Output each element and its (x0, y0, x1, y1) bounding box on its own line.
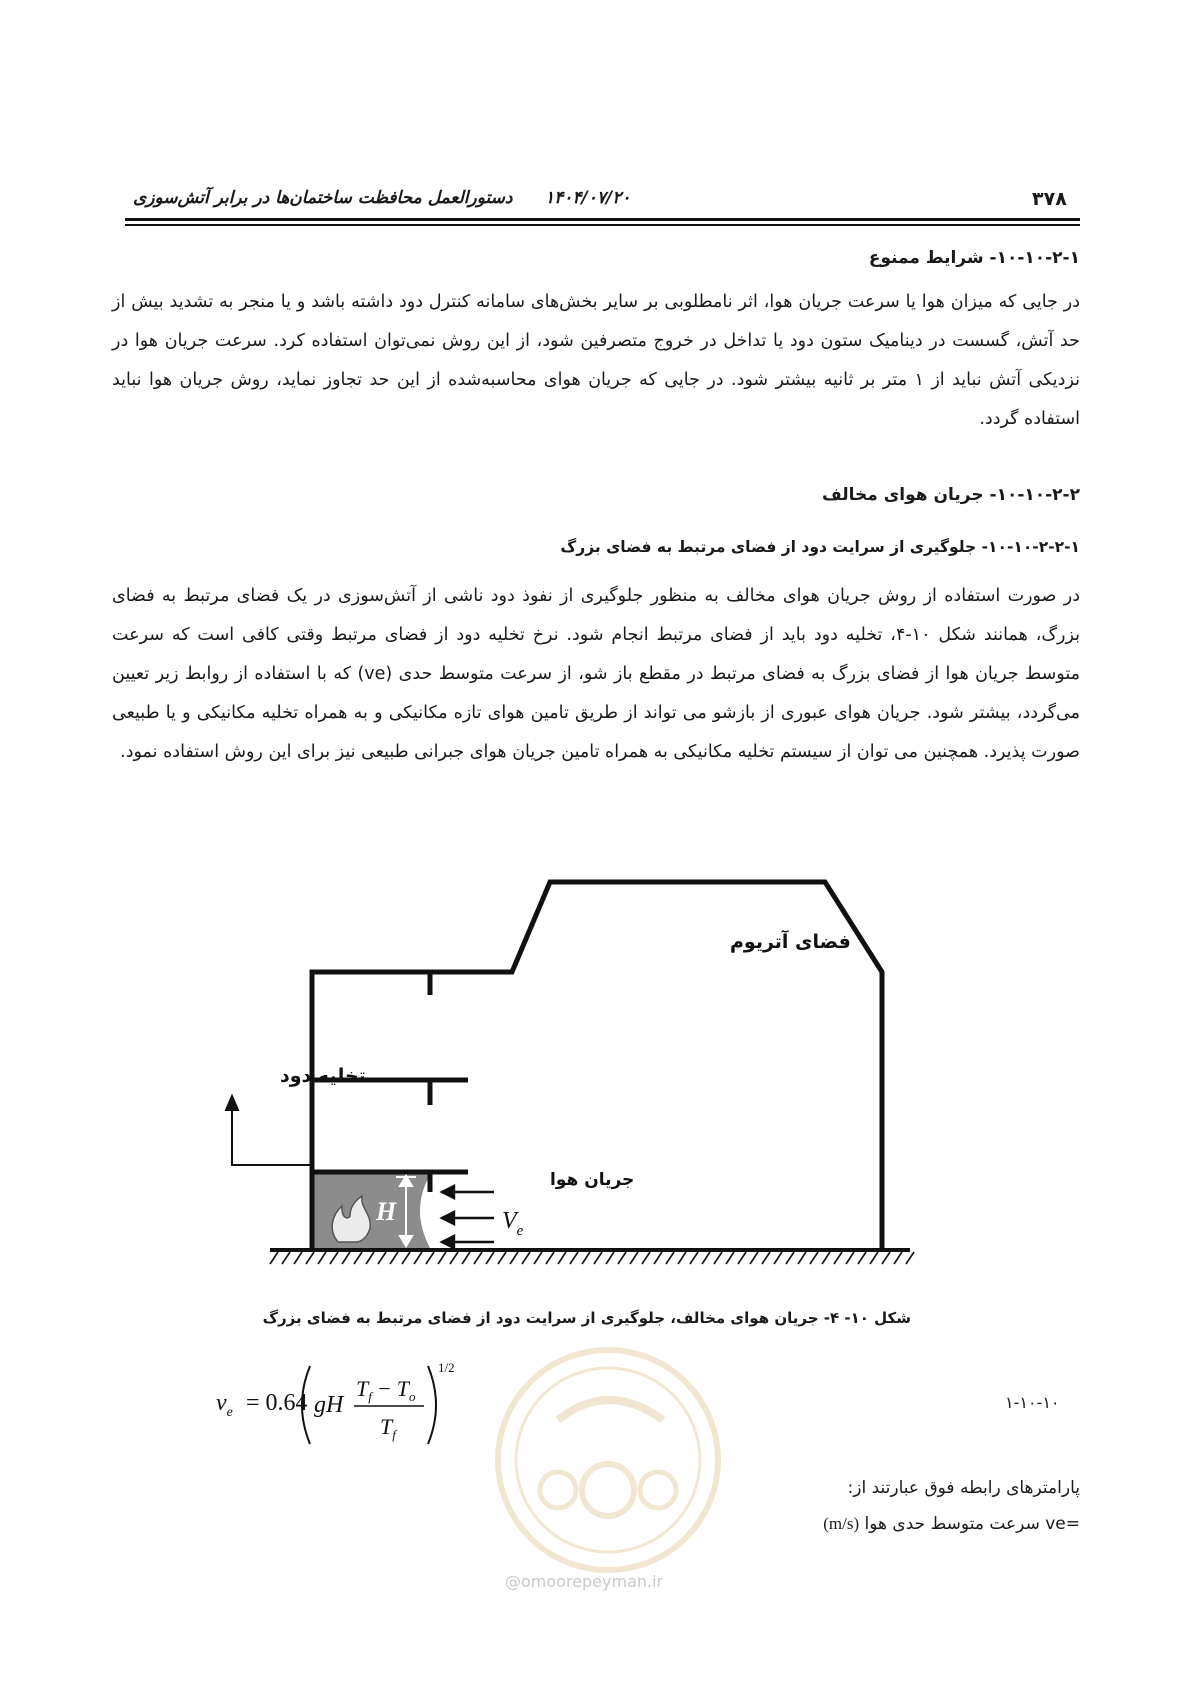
ground-hatching (270, 1252, 914, 1264)
equation-denominator: $T_f$ (380, 1414, 396, 1442)
airflow-arrows (442, 1186, 494, 1248)
fire-room-shading (312, 1172, 430, 1250)
equation-number: ۱-۱۰-۱۰ (1005, 1393, 1060, 1412)
equation-exponent: 1/2 (438, 1360, 455, 1375)
parameters-intro: پارامترهای رابطه فوق عبارتند از: (847, 1478, 1080, 1498)
parameters-block (823, 1470, 1080, 1542)
header-date: ۱۴۰۴/۰۷/۲۰ (545, 188, 631, 208)
equation-coefficient: = 0.64 (246, 1390, 308, 1416)
parameter-ve-symbol: =ve (1045, 1514, 1080, 1534)
section-heading-opposed-airflow: ۱۰-۱۰-۲-۲- جریان هوای مخالف (822, 485, 1080, 505)
velocity-equation (210, 1350, 470, 1450)
equation-lhs: $v_e$ (216, 1390, 233, 1420)
atrium-label: فضای آتریوم (730, 931, 851, 953)
parameter-ve-text: سرعت متوسط حدی هوا (864, 1514, 1040, 1534)
watermark-seal (488, 1340, 728, 1580)
parameter-ve-unit: (m/s) (823, 1514, 860, 1533)
page-number: ۳۷۸ (1032, 188, 1067, 210)
smoke-exhaust-label: تخلیه دود (280, 1065, 366, 1087)
section-body-smoke-prevention: در صورت استفاده از روش جریان هوای مخالف به منظور جلوگیری از نفوذ دود ناشی از آتش‌سوزی در یک فضای مرتبط به فضای بزرگ، همانند شکل ۱۰-۴، تخلیه دود باید از فضای مرتبط انجام شود. نرخ تخلیه دود از فضای مرتبط وقتی کافی است که سرعت متوسط جریان هوا از فضای بزرگ به فضای مرتبط در مقطع باز شو، از سرعت متوسط حدی (ve) که با استفاده از روابط زیر تعیین می‌گردد، بیشتر شود. جریان هوای عبوری از بازشو می تواند از طریق تامین هوای تازه مکانیکی و به همراه تخلیه مکانیکی و یا طبیعی صورت پذیرد. همچنین می توان از سیستم تخلیه مکانیکی به همراه تامین جریان هوای جبرانی طبیعی نیز برای این روش استفاده نمود. (112, 586, 1080, 762)
velocity-label: $V_e$ (502, 1208, 524, 1239)
section-body-prohibited: در جایی که میزان هوا یا سرعت جریان هوا، اثر نامطلوبی بر سایر بخش‌های سامانه کنترل دود داشته باشد و یا منجر به تشدید بیش از حد آتش، گسست در دینامیک ستون دود یا تداخل در خروج متصرفین شود، از این روش نمی‌توان استفاده کرد. سرعت جریان هوا در نزدیکی آتش نباید از ۱ متر بر ثانیه بیشتر شود. در جایی که جریان هوای محاسبه‌شده از این حد تجاوز نماید، روش جریان هوا نباید استفاده گردد. (112, 292, 1080, 429)
smoke-exhaust-arrow (226, 1096, 312, 1165)
parameter-ve-definition (823, 1506, 1080, 1542)
header-title: دستورالعمل محافظت ساختمان‌ها در برابر آتش‌سوزی (133, 188, 513, 208)
equation-numerator: $T_f - T_o$ (356, 1376, 416, 1404)
watermark-site: @omoorepeyman.ir (505, 1572, 664, 1591)
header-rule-thin (125, 224, 1080, 226)
header-rule-thick (125, 218, 1080, 221)
figure-caption: شکل ۱۰- ۴- جریان هوای مخالف، جلوگیری از سرایت دود از فضای مرتبط به فضای بزرگ (262, 1309, 911, 1327)
section-heading-prohibited: ۱۰-۱۰-۲-۱- شرایط ممنوع (868, 248, 1080, 268)
section-heading-smoke-prevention: ۱۰-۱۰-۲-۲-۱- جلوگیری از سرایت دود از فضای مرتبط به فضای بزرگ (560, 538, 1080, 556)
page-header (125, 188, 1080, 214)
equation-gh: gH (314, 1392, 344, 1418)
airflow-label: جریان هوا (550, 1170, 635, 1190)
height-label: H (376, 1197, 397, 1226)
atrium-airflow-diagram (210, 870, 1000, 1290)
right-paren (428, 1366, 436, 1444)
